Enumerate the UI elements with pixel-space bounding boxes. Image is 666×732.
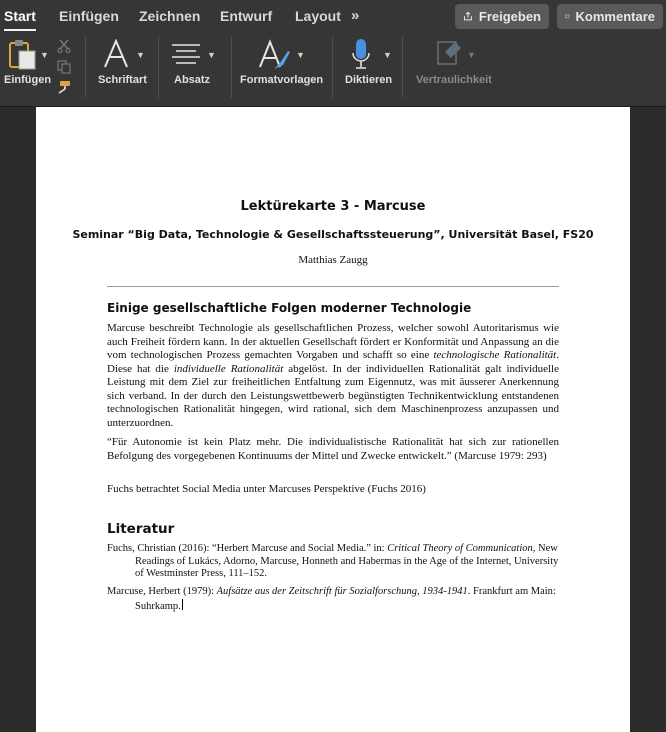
share-button[interactable] — [455, 4, 549, 29]
comment-icon — [565, 10, 570, 23]
document-page[interactable] — [36, 107, 630, 732]
document-title: Lektürekarte 3 - Marcuse — [240, 199, 426, 214]
font-label[interactable]: Schriftart — [98, 74, 147, 86]
tab-zeichnen[interactable]: Zeichnen — [139, 8, 201, 24]
tab-einfuegen[interactable]: Einfügen — [59, 8, 119, 24]
reference-title: Critical Theory of Communication — [387, 543, 533, 554]
ribbon-toolbar — [0, 34, 666, 107]
styles-icon[interactable] — [258, 39, 292, 71]
text-run: , New Readings of Lukács, Adorno, Marcuse, Honneth and Habermas in the Age of the Internet, University of Westminster Press, 111–152. — [135, 543, 559, 579]
horizontal-rule — [107, 286, 559, 287]
text-run: Marcuse, Herbert (1979): — [107, 586, 217, 597]
paragraph-dropdown-chevron-down-icon[interactable]: ▼ — [207, 50, 216, 60]
share-icon — [463, 10, 473, 23]
tab-entwurf[interactable]: Entwurf — [220, 8, 273, 24]
paragraph-label[interactable]: Absatz — [174, 74, 211, 86]
body-paragraph-1 — [107, 322, 559, 430]
dictate-dropdown-chevron-down-icon[interactable]: ▼ — [383, 50, 392, 60]
sensitivity-tag-icon — [435, 38, 463, 68]
paste-dropdown-chevron-down-icon[interactable]: ▼ — [40, 50, 49, 60]
text-run: Marcuse beschreibt Technologie als gesellschaftlichen Prozess, welcher sowohl Autoritarismus wie auch Freiheit fördern kann. In der aktuellen Gesellschaft fördert er Konformität und Anpassung an die vom technologischen Prozess gemachten Vorgaben und schafft so eine — [107, 322, 559, 361]
tab-layout[interactable]: Layout — [295, 8, 341, 24]
paragraph-align-icon[interactable] — [171, 43, 201, 65]
reference-item-2 — [107, 586, 559, 613]
reference-title: Aufsätze aus der Zeitschrift für Sozialforschung, 1934-1941 — [216, 586, 468, 597]
comments-button-label: Kommentare — [575, 9, 655, 24]
ribbon-tab-bar — [0, 0, 666, 34]
tab-start[interactable]: Start — [4, 8, 36, 24]
text-run: Fuchs, Christian (2016): “Herbert Marcuse and Social Media.” in: — [107, 543, 388, 554]
sensitivity-group — [403, 34, 493, 106]
document-workspace — [0, 107, 666, 732]
styles-label[interactable]: Formatvorlagen — [240, 74, 324, 86]
italic-term-individual-rationality: individuelle Rationalität — [173, 362, 284, 375]
text-run: . Frankfurt am Main: Suhrkamp. — [135, 586, 556, 612]
microphone-icon[interactable] — [351, 38, 371, 70]
text-cursor — [182, 599, 183, 610]
font-icon[interactable] — [102, 39, 130, 69]
sensitivity-label: Vertraulichkeit — [416, 74, 492, 86]
dictate-group — [333, 34, 401, 106]
styles-dropdown-chevron-down-icon[interactable]: ▼ — [296, 50, 305, 60]
literature-heading: Literatur — [107, 521, 175, 537]
font-dropdown-chevron-down-icon[interactable]: ▼ — [136, 50, 145, 60]
text-run: abgelöst. In der individuellen Rationalität galt individuelle Leistung mit dem Ziel zur freiheitlichen Entfaltung zum Eigennutz, was mit äusserer Anerkennung sich verband. In der durch den Leistungswettbewerb begünstigten Technikentwicklung entstandenen technologischen Rationalität hingegen, wird rational, sich dem Maschinenprozess anzupassen und unterzuordnen. — [107, 362, 559, 429]
font-group — [86, 34, 158, 106]
cut-icon[interactable] — [57, 39, 71, 53]
copy-icon[interactable] — [57, 60, 71, 74]
section-heading: Einige gesellschaftliche Folgen moderner Technologie — [107, 301, 472, 315]
comments-button[interactable] — [557, 4, 663, 29]
format-painter-icon[interactable] — [56, 80, 72, 94]
body-paragraph-3: Fuchs betrachtet Social Media unter Marcuses Perspektive (Fuchs 2016) — [107, 483, 426, 495]
paste-icon[interactable] — [8, 39, 38, 71]
italic-term-technological-rationality: technologische Rationalität — [433, 349, 557, 361]
text-run: . Diese hat die — [107, 349, 559, 375]
share-button-label: Freigeben — [478, 9, 541, 24]
reference-item-1 — [107, 543, 559, 581]
more-tabs-chevron-icon[interactable]: » — [351, 7, 360, 24]
sensitivity-dropdown-chevron-down-icon: ▼ — [467, 50, 476, 60]
document-subtitle: Seminar “Big Data, Technologie & Gesellschaftssteuerung”, Universität Basel, FS20 — [72, 228, 594, 241]
paste-label[interactable]: Einfügen — [4, 74, 52, 86]
styles-group — [232, 34, 332, 106]
quote-paragraph: “Für Autonomie ist kein Platz mehr. Die individualistische Rationalität hat sich zur rationellen Befolgung des vorgegebenen Kontinuums der Mittel und Zwecke entwickelt.” (Marcuse 1979: 293) — [107, 436, 559, 462]
dictate-label[interactable]: Diktieren — [345, 74, 393, 86]
paragraph-group — [159, 34, 231, 106]
document-author: Matthias Zaugg — [298, 254, 368, 266]
clipboard-group — [0, 34, 84, 106]
